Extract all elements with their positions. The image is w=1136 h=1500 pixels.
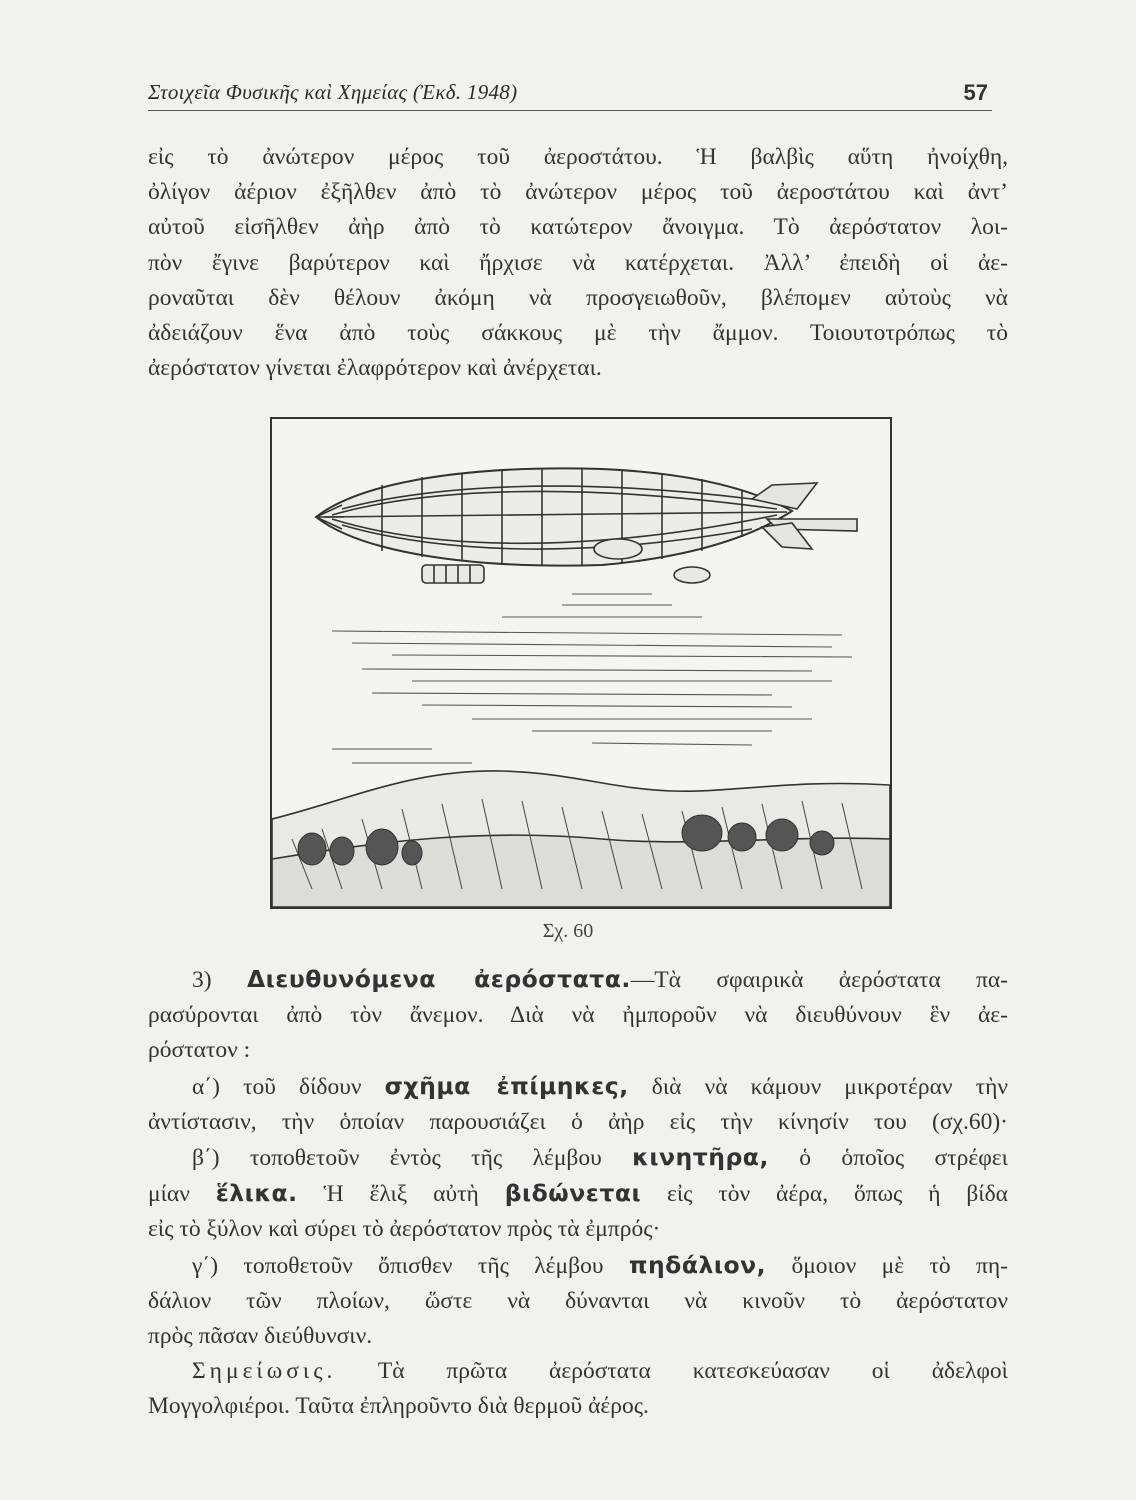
paragraph-balloon-descent — [148, 140, 1008, 386]
list-item-b — [148, 1140, 1008, 1176]
note-line — [148, 1354, 1008, 1389]
emphasis: ἕλικα. — [215, 1179, 298, 1208]
airship-over-hills-illustration — [272, 419, 890, 907]
text-line: ἀδειάζουν ἕνα ἀπὸ τοὺς σάκκους μὲ τὴν ἄμμον. Τοιουτοτρόπως τὸ — [148, 320, 1008, 347]
text-line: ρασύρονται ἀπὸ τὸν ἄνεμον. Διὰ νὰ ἠμποροῦν νὰ διευθύνουν ἓν ἀε- — [148, 1002, 1008, 1029]
running-title: Στοιχεῖα Φυσικῆς καὶ Χημείας (Ἐκδ. 1948) — [148, 80, 518, 104]
text-line: ἀντίστασιν, τὴν ὁποίαν παρουσιάζει ὁ ἀὴρ εἰς τὴν κίνησίν του (σχ.60)· — [148, 1108, 1008, 1135]
text-line: ροναῦται δὲν θέλουν ἀκόμη νὰ προσγειωθοῦν, βλέπομεν αὐτοὺς νὰ — [148, 284, 1008, 311]
list-item-c — [148, 1248, 1008, 1284]
running-header — [148, 80, 992, 111]
text-line: Μογγολφιέροι. Ταῦτα ἐπληροῦντο διὰ θερμοῦ ἀέρος. — [148, 1393, 649, 1420]
text-line: δάλιον τῶν πλοίων, ὥστε νὰ δύνανται νὰ κινοῦν τὸ ἀερόστατον — [148, 1287, 1008, 1314]
text-line: ὀλίγον ἀέριον ἐξῆλθεν ἀπὸ τὸ ἀνώτερον μέρος τοῦ ἀεροστάτου καὶ ἀντ’ — [148, 179, 1008, 206]
figure-airship — [270, 417, 892, 909]
page-number: 57 — [963, 80, 988, 105]
section-number: 3) — [192, 967, 212, 993]
text-segment: διὰ νὰ κάμουν μικροτέραν τὴν — [628, 1073, 1008, 1100]
text-line: ρόστατον : — [148, 1037, 251, 1064]
text-line: πὸν ἔγινε βαρύτερον καὶ ἤρχισε νὰ κατέρχεται. Ἀλλ’ ἐπειδὴ οἱ ἀε- — [148, 249, 1008, 276]
emphasis: βιδώνεται — [504, 1179, 642, 1208]
text-line: εἰς τὸ ἀνώτερον μέρος τοῦ ἀεροστάτου. Ἡ βαλβὶς αὕτη ἠνοίχθη, — [148, 144, 1008, 170]
text-segment: εἰς τὸν ἀέρα, ὅπως ἡ βίδα — [641, 1181, 1008, 1208]
text-segment: Ἡ ἕλιξ αὐτὴ — [297, 1181, 505, 1208]
text-segment: —Τὰ σφαιρικὰ ἀερόστατα πα- — [630, 967, 1009, 993]
section-heading: Διευθυνόμενα ἀερόστατα. — [246, 965, 631, 993]
text-line — [148, 1176, 1008, 1212]
text-line: ἀερόστατον γίνεται ἐλαφρότερον καὶ ἀνέρχεται. — [148, 355, 602, 382]
text-segment: ὁ ὁποῖος στρέφει — [768, 1145, 1008, 1172]
emphasis: κινητῆρα, — [632, 1143, 769, 1172]
text-segment: α΄) τοῦ δίδουν — [192, 1073, 385, 1100]
figure-caption: Σχ. 60 — [542, 920, 594, 942]
text-segment: β΄) τοποθετοῦν ἐντὸς τῆς λέμβου — [192, 1145, 633, 1172]
section-dirigibles — [148, 962, 1008, 1425]
text-line: εἰς τὸ ξύλον καὶ σύρει τὸ ἀερόστατον πρὸς τὰ ἐμπρός· — [148, 1216, 661, 1243]
text-segment: μίαν — [148, 1181, 216, 1208]
emphasis: σχῆμα ἐπίμηκες, — [384, 1071, 629, 1100]
text-segment: ὅμοιον μὲ τὸ πη- — [766, 1252, 1008, 1279]
text-segment: Τὰ πρῶτα ἀερόστατα κατεσκεύασαν οἱ ἀδελφοὶ — [336, 1358, 1008, 1385]
text-segment: γ΄) τοποθετοῦν ὄπισθεν τῆς λέμβου — [192, 1252, 629, 1279]
list-item-a — [148, 1069, 1008, 1105]
text-line: πρὸς πᾶσαν διεύθυνσιν. — [148, 1323, 373, 1350]
text-line: αὐτοῦ εἰσῆλθεν ἀὴρ ἀπὸ τὸ κατώτερον ἄνοιγμα. Τὸ ἀερόστατον λοι- — [148, 214, 1008, 241]
note-label: Σημείωσις. — [192, 1358, 337, 1385]
emphasis: πηδάλιον, — [628, 1250, 767, 1279]
section-heading-line — [148, 962, 1008, 998]
